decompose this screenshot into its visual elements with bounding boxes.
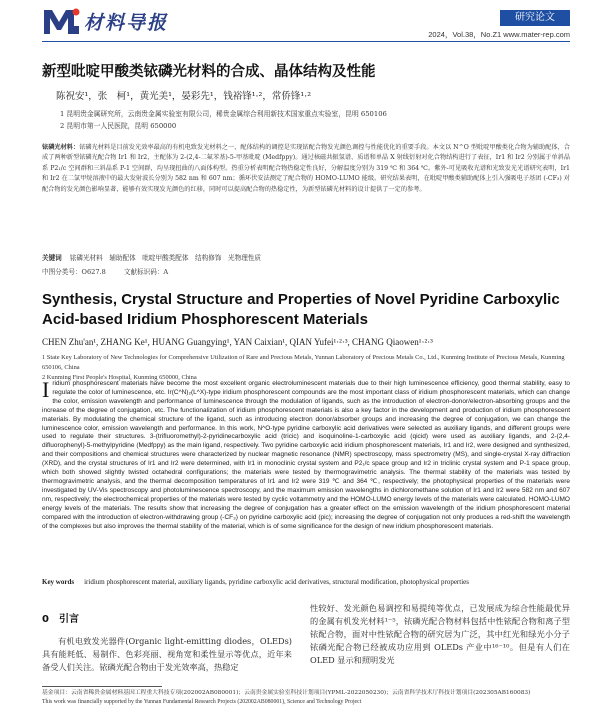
english-authors: CHEN Zhu'an¹, ZHANG Ke¹, HUANG Guangying¹, YAN Caixian¹, QIAN Yufei¹·²·³, CHANG Qiaowen¹·²·³ [42,337,433,347]
keywords-label: 关键词 [42,254,62,262]
chinese-title: 新型吡啶甲酸类铱磷光材料的合成、晶体结构及性能 [42,64,376,80]
english-affiliations [42,353,570,383]
chinese-authors: 陈祝安¹，张 柯¹，黄光美¹，晏彩先¹，钱裕锋¹·²，常侨锋¹·² [56,91,312,102]
chinese-affiliations [60,108,560,132]
abstract-text: 铱磷光材料是目前发光效率最高的有机电致发光材料之一，配体结构的调控是实现铱配合物发光颜色调控与性能优化的重要手段。本文以 N^O 型吡啶甲酸类化合物为辅助配体，合成了两种新型铱磷光配合物 Ir1 和 Ir2，主配体为 2-(2,4-二氟苯基)-5-甲基吡啶 (Medfppy)。通过核磁共振氢谱、质谱和单晶 X 射线衍射对化合物结构进行了表征，Ir1 和 Ir2 分别属于单斜晶系 P2₁/c 空间群和三斜晶系 P-1 空间群，均呈现扭曲的八面体构型。热重分析表明配合物热稳定性良好，分解温度分别为 319 ℃ 和 364 ℃。紫外-可见吸收光谱和光致发光光谱研究表明，Ir1 和 Ir2 在二氯甲烷溶液中的最大发射波长分别为 582 nm 和 607 nm；循环伏安法测定了配合物的 HOMO-LUMO 能级。研究结果表明，在吡啶甲酸类辅助配体上引入强吸电子基团 (-CF₃) 对配合物的发光颜色影响显著，能够有效实现发光颜色的红移，同时可以提高配合物的热稳定性，为新型铱磷光材料的设计提供了一定的参考。 [42,144,570,193]
keywords-label: Key words [42,578,75,586]
chinese-abstract [42,143,570,195]
header-divider [42,41,570,42]
journal-header [0,0,600,44]
drop-cap: I [42,377,50,402]
classification-number: 中图分类号：O627.8 [42,268,106,276]
affiliation-line: 2 Kunming First People's Hospital, Kunming 650000, China [42,374,197,381]
body-paragraph: 有机电致发光器件(Organic light-emitting diodes，OLEDs)具有能耗低、易制作、色彩亮丽、视角宽和柔性显示等优点，近年来备受人们关注。铱磷光配合物由于发光效率高，热稳定 [42,636,292,672]
classification-line [42,266,570,276]
issue-info: 2024，Vol.38，No.Z1 www.mater-rep.com [428,30,570,39]
english-title: Synthesis, Crystal Structure and Properties of Novel Pyridine Carboxylic Acid-based Iridium Phosphorescent Materials [42,291,560,328]
journal-name: 材料导报 [84,12,169,34]
affiliation-line: 2 昆明市第一人民医院，昆明 650000 [60,122,177,130]
body-paragraph: 性较好、发光颜色易调控和易提纯等优点，已发展成为综合性能最优异的金属有机发光材料¹⁻⁵，铱磷光配合物材料包括中性铱配合物和离子型铱配合物，面对中性铱配合物的研究居为广泛，其中红光和绿光小分子铱磷光配合物已经被成功应用到 OLEDs 产业中¹⁶⁻¹⁰。但是有人们在 OLED 显示和照明发光 [310,603,570,665]
affiliation-line: 1 State Key Laboratory of New Technologies for Comprehensive Utilization of Rare and Precious Metals, Yunnan Laboratory of Precious Metals Co., Ltd., Kunming Institute of Precious Metals, Kunming 650106, China [42,354,565,371]
abstract-text: ridium phosphorescent materials have become the most excellent organic electroluminescent materials due to their high luminescence efficiency, good thermal stability, easy to regulate the color of luminescence, etc. Ir(C^N)₂(L^X)-type iridium phosphorescent compounds are the most important class of iridium phosphorescent materials, which can change the color, emission wavelength and performance of luminescence through the modulation of ligands, such as the introduction of electron-donor/electron-absorbing groups and the increase of the degree of conjugation, etc. The functionalization of iridium phosphorescent materials is also a key factor in the development and production of iridium phosphorescent materials. By modulating the chemical structure of the ligand, such as introducing electron donor/absorber groups and increasing the degree of conjugation, we can change the luminescence color, emission wavelength and performance. In this work, N^O-type pyridine carboxylic acid derivatives were selected as auxiliary ligands, and different groups were used to regulate their structures. 3-(trifluoromethyl)-2-pyridinecarboxylic acid (tricic) and isoquinoline-1-carboxylic acid (qicid) were used as auxiliary ligands, and 2-(2,4-difluorophenyl)-5-methylpyridine (Medfppy) as the main ligand, respectively. Two pyridine carboxylic acid iridium phosphorescent materials, Ir1 and Ir2, were designed and synthesized, and their compositions and chemical structures were characterized by nuclear magnetic resonance (NMR) spectroscopy, mass spectrometry (MS), and single-crystal X-ray diffraction (XRD), and the crystal structures of Ir1 and Ir2 were determined, with Ir1 in monoclinic crystal system and P2₁/c space group and Ir2 in triclinic crystal system and P-1 space group, which both showed slightly twisted octahedral configurations; the materials were tested by thermogravimetric analysis. The thermal stability of the materials was tested by thermogravimetric analysis, and the thermal decomposition temperatures of Ir1 and Ir2 were 319 ℃ and 364 ℃, respectively; the photophysical properties of the materials were investigated by UV-Vis spectroscopy and photoluminescence spectroscopy, and the maximum emission wavelengths in dichloromethane solution of Ir1 and Ir2 were 582 nm and 607 nm, respectively; the electrochemical properties of the materials were tested by cyclic voltammetry and the HOMO-LUMO energy levels of the materials were calculated. HOMO-LUMO energy levels of the materials. The results show that increasing the degree of conjugation has a greater effect on the emission wavelength of the iridium phosphorescent material compared with the introduction of electron-withdrawing group (-CF₃) on pyridine carboxylic acid (pic); increasing the degree of conjugation not only produces a red-shift the wavelength of the complexes but also improves the thermal stability of the material, which is of some significance for the design of new iridium phosphorescent materials. [42,380,570,530]
chinese-keywords [42,252,570,262]
footnote-en: This work was financially supported by the Yunnan Fundamental Research Projects (202002AB080001), Science and Technology Project [42,698,362,705]
journal-logo-icon [42,6,80,36]
body-column-right [310,602,570,667]
body-column-left [42,602,292,674]
section-heading: 0 引言 [42,614,79,625]
footnote-cn: 基金项目：云南省稀贵金属材料基因工程重大科技专项(202002AB080001)；云南贵金属实验室科技计划项目(YPML-2022050230)；云南省科学技术厅科技计划项目(202305AB160083) [42,690,531,696]
english-keywords [42,578,570,588]
keywords-text: iridium phosphorescent material, auxiliary ligands, pyridine carboxylic acid derivatives, structural modification, photophysical properties [84,578,469,586]
document-code: 文献标识码：A [123,268,169,276]
affiliation-line: 1 昆明贵金属研究所，云南贵金属实验室有限公司，稀贵金属综合利用新技术国家重点实验室，昆明 650106 [60,110,387,118]
abstract-lead: 铱磷光材料： [42,144,80,151]
keywords-text: 铱磷光材料 辅助配体 吡啶甲酸类配体 结构修饰 光物理性质 [69,254,261,262]
section-tag: 研究论文 [500,10,570,26]
footnote-divider [42,686,162,687]
funding-footnote [42,689,570,707]
